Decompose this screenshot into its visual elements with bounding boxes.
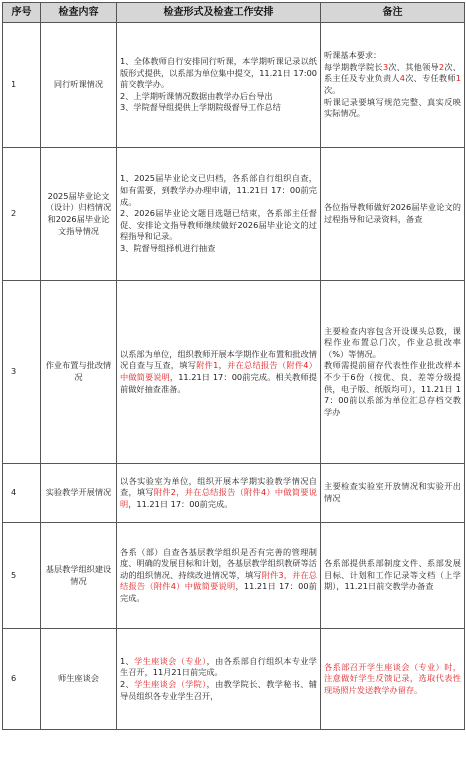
check-arrangement [117,281,321,464]
text-segment: 次、其他领导 [388,61,439,72]
check-item: 同行听课情况 [41,23,117,148]
table-row [3,148,465,281]
text-segment: 主要检查内容包含开设课头总数，课程作业布置总门次，作业总批改率（%）等情况。 [324,325,461,359]
text-segment: 每学期教学院长 [324,61,383,72]
inspection-table [2,2,465,730]
highlight-text: 学生座谈会（学院） [134,679,207,689]
check-arrangement [117,523,321,629]
text-segment: 2、 [120,679,135,689]
highlight-text: 各系部召开学生座谈会（专业）时，注意做好学生反馈记录，选取代表性现场照片发送教学办留存。 [324,661,461,695]
highlight-text: 并在总结报告（附件4）中做简要说明 [120,360,317,382]
text-segment: 次。 [324,85,341,95]
text-segment: ，11.21日 17：00前完成。相关教师提前做好抽查准备。 [120,372,317,394]
remark [321,629,465,730]
header-note: 备注 [321,3,465,23]
check-arrangement [117,629,321,730]
check-item: 实验教学开展情况 [41,464,117,523]
row-number: 4 [3,464,41,523]
row-number: 1 [3,23,41,148]
highlight-text: 2 [438,61,445,72]
text-segment: 2、上学期听课情况数据由教学办后台导出 [120,90,273,101]
row-number: 5 [3,523,41,629]
text-segment: 1、 [120,655,135,666]
highlight-text: 3 [382,61,389,72]
text-segment: 教师需提前留存代表性作业批改样本不少于6份（按优、良、差等分级提供，电子版、纸版均可），11.21日 17：00前以系部为单位汇总存档交教学办 [324,360,461,417]
table-row [3,281,465,464]
text-segment: 次、专任教师 [405,73,456,84]
text-segment: ， [218,360,228,371]
highlight-text: 4 [399,73,405,84]
text-segment: 主要检查实验室开放情况和实验开出情况 [324,481,461,503]
highlight-text: 附件2，并在总结报告（附件4）中做简要说明 [120,487,317,509]
table-row [3,629,465,730]
highlight-text: 学生座谈会（专业） [134,655,207,666]
text-segment: 听课基本要求： [324,50,382,61]
text-segment: 以各实验室为单位，组织开展本学期实验教学情况自查，填写 [120,475,317,498]
row-number: 2 [3,148,41,281]
remark [321,464,465,523]
text-segment: 以系部为单位，组织教师开展本学期作业布置和批改情况自查与互查，填写 [120,348,317,371]
remark [321,281,465,464]
check-arrangement [117,464,321,523]
header-item: 检查内容 [41,3,117,23]
text-segment: 次、系主任及专业负责人 [324,61,461,84]
table-header-row [3,3,465,23]
text-segment: ，11.21日 17：00前完成。 [128,498,233,509]
text-segment: ，由教学院长、教学秘书、辅导员组织各专业学生召开， [120,679,317,701]
table-row [3,23,465,148]
text-segment: 各系（部）自查各基层教学组织是否有完善的管理制度、明确的发展目标和计划，各基层教学组织教研等活动的组织情况、持续改进情况等，填写 [120,546,317,580]
text-segment: ，11.21日 17：00前完成。 [120,581,317,603]
check-arrangement [117,23,321,148]
text-segment: 各位指导教师做好2026届毕业论文的过程指导和记录资料，备查 [324,202,461,224]
check-arrangement [117,148,321,281]
row-number: 6 [3,629,41,730]
highlight-text: 1 [455,73,461,84]
table-row [3,464,465,523]
highlight-text: 附件3，并在总结报告（附件4）中做简要说明 [120,569,317,592]
remark [321,23,465,148]
text-segment: 1、2025届毕业论文已归档，各系部自行组织自查，如有需要，到教学办办理申请，11.21日 17：00前完成。 [120,173,317,207]
check-item: 基层教学组织建设情况 [41,523,117,629]
check-item: 师生座谈会 [41,629,117,730]
text-segment: 3、学院督导组提供上学期院级督导工作总结 [120,102,281,113]
header-form: 检查形式及检查工作安排 [117,3,321,23]
text-segment: 3、院督导组择机进行抽查 [120,242,216,253]
text-segment: 1、全体教师自行安排同行听课，本学期听课记录以纸版形式提供，以系部为单位集中提交，11.21日 17:00前交教学办。 [120,56,318,90]
remark [321,148,465,281]
check-item: 作业布置与批改情况 [41,281,117,464]
text-segment: 各系部提供系部制度文件、系部发展目标、计划和工作记录等文档（上学期），11.21日前交教学办备查 [324,558,461,592]
row-number: 3 [3,281,41,464]
header-no: 序号 [3,3,41,23]
text-segment: 听课记录要填写规范完整、真实反映实际情况。 [324,96,461,119]
check-item: 2025届毕业论文（设计）归档情况和2026届毕业论文指导情况 [41,148,117,281]
text-segment: ，由各系部自行组织本专业学生召开，11月21日前完成。 [120,655,317,678]
remark [321,523,465,629]
text-segment: 2、2026届毕业论文题目选题已结束，各系部主任督促、安排论文指导教师继续做好2026届毕业论文的过程指导和记录。 [120,208,317,242]
highlight-text: 附件1 [196,360,219,371]
table-row [3,523,465,629]
